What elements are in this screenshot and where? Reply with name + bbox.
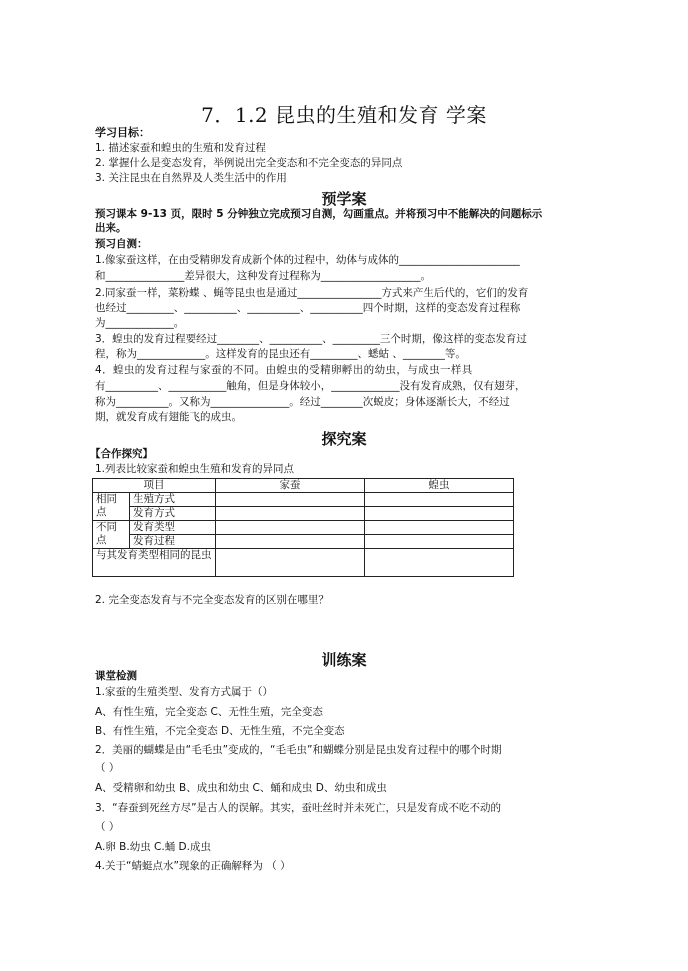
objective-item-3: 3. 关注昆虫在自然界及人类生活中的作用 [95,172,287,184]
training-q1-options-b-d: B、有性生殖，不完全变态 D、无性生殖，不完全变态 [95,725,345,737]
training-section-heading: 训练案 [321,651,367,669]
objective-item-1: 1. 描述家蚕和蝗虫的生殖和发育过程 [95,142,266,154]
table-cell-blank[interactable] [216,521,365,535]
table-group-same: 相同点 [93,493,130,521]
explore-q2: 2. 完全变态发育与不完全变态发育的区别在哪里？ [95,594,329,606]
table-row [93,535,514,549]
training-q1: 1.家蚕的生殖类型、发育方式属于（） [95,686,274,698]
training-q3-options: A.卵 B.幼虫 C.蛹 D.成虫 [95,841,211,853]
selftest-q1-line-1: 1.像家蚕这样，在由受精卵发育成新个体的过程中，幼体与成体的_______________________ [95,254,520,266]
table-cell-blank[interactable] [365,535,514,549]
table-label-repro: 生殖方式 [130,493,216,507]
table-cell-blank[interactable] [365,521,514,535]
explore-q1: 1.列表比较家蚕和蝗虫生殖和发育的异同点 [95,463,295,475]
selftest-q3-line-1: 3．蝗虫的发育过程要经过________、__________、_________三个时期，像这样的变态发育过 [95,333,527,345]
table-header-item: 项目 [93,479,216,493]
objectives-heading: 学习目标： [95,126,150,139]
training-q1-options-a-c: A、有性生殖，完全变态 C、无性生殖，完全变态 [95,706,323,718]
class-check-heading: 课堂检测 [95,670,137,682]
selftest-q4-line-2: 有__________、___________触角，但是身体较小，_____________没有发育成熟，仅有翅芽， [95,380,526,392]
table-cell-blank[interactable] [216,535,365,549]
table-row [93,521,514,535]
comparison-table [92,478,514,577]
table-header-silkworm: 家蚕 [216,479,365,493]
training-q4: 4.关于“蜻蜓点水”现象的正确解释为 （ ） [95,860,291,872]
training-q3-line-1: 3．“春蚕到死丝方尽”是古人的误解。其实，蚕吐丝时并未死亡，只是发育成不吃不动的 [95,802,502,814]
table-header-locust: 蝗虫 [365,479,514,493]
table-cell-blank[interactable] [365,549,514,577]
page-title: 7．1.2 昆虫的生殖和发育 学案 [201,103,487,127]
selftest-q4-line-4: 期，就发育成有翅能飞的成虫。 [95,411,242,423]
selftest-heading: 预习自测： [95,238,148,250]
selftest-q1-line-2: 和_______________差异很大，这种发育过程称为___________________。 [95,270,431,282]
table-group-diff: 不同点 [93,521,130,549]
cooperative-explore-label: 【合作探究】 [90,448,153,460]
table-cell-blank[interactable] [365,507,514,521]
table-label-devproc: 发育过程 [130,535,216,549]
table-cell-blank[interactable] [216,549,365,577]
table-cell-blank[interactable] [365,493,514,507]
training-q2-line-2: （ ） [95,762,120,774]
table-cell-blank[interactable] [216,493,365,507]
training-q2-line-1: 2．美丽的蝴蝶是由“毛毛虫”变成的，“毛毛虫”和蝴蝶分别是昆虫发育过程中的哪个时期 [95,744,502,756]
table-label-similar: 与其发育类型相同的昆虫 [93,549,216,577]
table-header-row [93,479,514,493]
table-row [93,507,514,521]
explore-section-heading: 探究案 [321,430,367,448]
table-label-devmode: 发育方式 [130,507,216,521]
preview-instruction-line-1: 预习课本 9-13 页，限时 5 分钟独立完成预习自测，勾画重点。并将预习中不能解决的问题标示 [95,208,543,220]
selftest-q2-line-3: 为_____________。 [95,317,185,329]
table-row [93,493,514,507]
preview-instruction-line-2: 出来。 [95,222,127,234]
selftest-q2-line-2: 也经过_________、__________、__________、__________四个时期，这样的变态发育过程称 [95,302,521,314]
preview-section-heading: 预学案 [321,190,367,208]
table-row [93,549,514,577]
table-label-devtype: 发育类型 [130,521,216,535]
objective-item-2: 2. 掌握什么是变态发育，举例说出完全变态和不完全变态的异同点 [95,157,403,169]
training-q3-line-2: （ ） [95,821,120,833]
selftest-q4-line-1: 4．蝗虫的发育过程与家蚕的不同。由蝗虫的受精卵孵出的幼虫，与成虫一样具 [95,364,473,376]
selftest-q2-line-1: 2.同家蚕一样，菜粉蝶 、蝇等昆虫也是通过________________方式来产生后代的，它们的发育 [95,287,529,299]
selftest-q3-line-2: 程，称为_____________。这样发育的昆虫还有_________、蟋蛄 、________等。 [95,348,466,360]
training-q2-options: A、受精卵和幼虫 B、成虫和幼虫 C、蛹和成虫 D、幼虫和成虫 [95,782,387,794]
selftest-q4-line-3: 称为__________。又称为_______________。经过________次蜕皮；身体逐渐长大，不经过 [95,396,510,408]
table-cell-blank[interactable] [216,507,365,521]
